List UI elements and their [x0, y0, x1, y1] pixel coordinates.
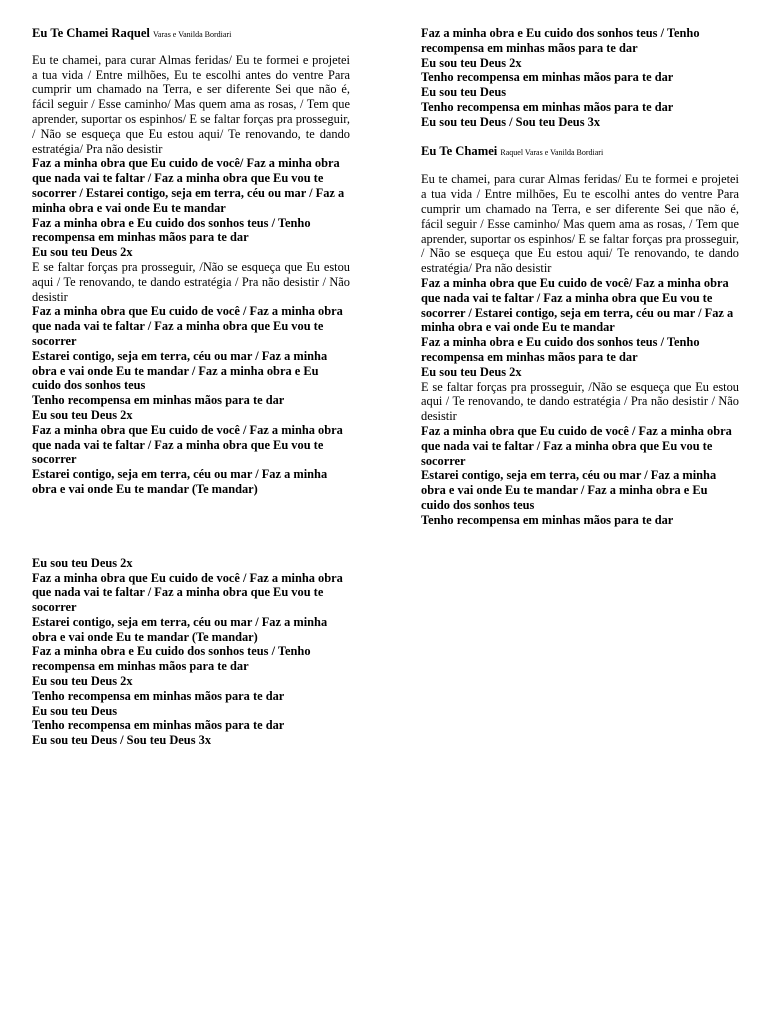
refrain-line: Eu sou teu Deus 2x: [32, 674, 133, 689]
song-title: Eu Te Chamei: [421, 143, 498, 158]
refrain-line: Eu sou teu Deus: [421, 85, 507, 100]
chorus-paragraph: Estarei contigo, seja em terra, céu ou mar / Faz a minha obra e vai onde Eu te mandar / Faz a minha obra e Eu cuido dos sonhos teus: [421, 468, 717, 512]
chorus-paragraph: Faz a minha obra e Eu cuido dos sonhos teus / Tenho recompensa em minhas mãos para te dar: [421, 26, 700, 55]
chorus-paragraph: Faz a minha obra que Eu cuido de você / Faz a minha obra que nada vai te faltar / Faz a minha obra que Eu vou te socorrer: [32, 570, 343, 615]
song-title-line: [32, 26, 350, 43]
chorus-paragraph: Faz a minha obra e Eu cuido dos sonhos teus / Tenho recompensa em minhas mãos para te dar: [32, 215, 311, 245]
verse-paragraph: E se faltar forças pra prosseguir, /Não se esqueça que Eu estou aqui / Te renovando, te dando estratégia / Pra não desistir / Não desistir: [32, 259, 350, 304]
chorus-paragraph: Faz a minha obra que Eu cuido de você/ Faz a minha obra que nada vai te faltar / Faz a minha obra que Eu vou te socorrer / Estarei contigo, seja em terra, céu ou mar / Faz a minha obra e vai onde Eu te mandar: [32, 156, 345, 215]
song-credit: Raquel Varas e Vanilda Bordiari: [500, 147, 604, 157]
refrain-line: Eu sou teu Deus 2x: [421, 364, 522, 379]
chorus-paragraph: Tenho recompensa em minhas mãos para te dar: [421, 512, 674, 527]
refrain-line: Eu sou teu Deus / Sou teu Deus 3x: [421, 114, 601, 129]
refrain-line: Eu sou teu Deus: [32, 703, 118, 718]
refrain-line: Eu sou teu Deus 2x: [421, 55, 522, 70]
song-title: Eu Te Chamei Raquel: [32, 26, 150, 40]
chorus-paragraph: Faz a minha obra que Eu cuido de você / Faz a minha obra que nada vai te faltar / Faz a minha obra que Eu vou te socorrer: [32, 304, 343, 348]
chorus-paragraph: Faz a minha obra que Eu cuido de você/ Faz a minha obra que nada vai te faltar / Faz a minha obra que Eu vou te socorrer / Estarei contigo, seja em terra, céu ou mar / Faz a minha obra e vai onde Eu te mandar: [421, 275, 734, 335]
chorus-paragraph: Estarei contigo, seja em terra, céu ou mar / Faz a minha obra e vai onde Eu te mandar (Te mandar): [32, 467, 328, 496]
chorus-paragraph: Estarei contigo, seja em terra, céu ou mar / Faz a minha obra e vai onde Eu te mandar (Te mandar): [32, 614, 328, 644]
right-column: [421, 26, 739, 528]
chorus-paragraph: Tenho recompensa em minhas mãos para te dar: [32, 393, 285, 408]
refrain-line: Eu sou teu Deus 2x: [32, 245, 133, 260]
chorus-paragraph: Faz a minha obra e Eu cuido dos sonhos teus / Tenho recompensa em minhas mãos para te dar: [421, 335, 700, 364]
chorus-paragraph: Faz a minha obra e Eu cuido dos sonhos teus / Tenho recompensa em minhas mãos para te dar: [32, 644, 311, 674]
left-column: [32, 26, 350, 748]
chorus-paragraph: Faz a minha obra que Eu cuido de você / Faz a minha obra que nada vai te faltar / Faz a minha obra que Eu vou te socorrer: [32, 422, 343, 467]
song-title-line: [421, 144, 739, 161]
chorus-paragraph: Estarei contigo, seja em terra, céu ou mar / Faz a minha obra e vai onde Eu te mandar / Faz a minha obra e Eu cuido dos sonhos teus: [32, 348, 328, 393]
refrain-line: Eu sou teu Deus / Sou teu Deus 3x: [32, 733, 212, 748]
song-credit: Varas e Vanilda Bordiari: [153, 30, 232, 39]
chorus-paragraph: Faz a minha obra que Eu cuido de você / Faz a minha obra que nada vai te faltar / Faz a minha obra que Eu vou te socorrer: [421, 423, 732, 468]
chorus-paragraph: Tenho recompensa em minhas mãos para te dar: [32, 688, 285, 703]
refrain-line: Eu sou teu Deus 2x: [32, 555, 133, 570]
verse-paragraph: Eu te chamei, para curar Almas feridas/ Eu te formei e projetei a tua vida / Entre milhões, Eu te escolhi antes do ventre Para cumprir um chamado na Terra, e ser diferente Sei que não é, fácil seguir / Esse caminho/ Mas quem ama as rosas, / Tem que aprender, suportar os espinhos/ E se faltar forças pra prosseguir, / Não se esqueça que Eu estou aqui/ Te renovando, te dando estratégia/ Pra não desistir: [32, 52, 350, 156]
refrain-line: Eu sou teu Deus 2x: [32, 407, 133, 422]
verse-paragraph: E se faltar forças pra prosseguir, /Não se esqueça que Eu estou aqui / Te renovando, te dando estratégia / Pra não desistir / Não desistir: [421, 379, 739, 424]
chorus-paragraph: Tenho recompensa em minhas mãos para te dar: [32, 718, 285, 733]
chorus-paragraph: Tenho recompensa em minhas mãos para te dar: [421, 70, 674, 85]
chorus-paragraph: Tenho recompensa em minhas mãos para te dar: [421, 99, 674, 114]
verse-paragraph: Eu te chamei, para curar Almas feridas/ Eu te formei e projetei a tua vida / Entre milhões, Eu te escolhi antes do ventre Para cumprir um chamado na Terra, e ser diferente Sei que não é, fácil seguir / Esse caminho/ Mas quem ama as rosas, / Tem que aprender, suportar os espinhos/ E se faltar forças pra prosseguir, / Não se esqueça que Eu estou aqui/ Te renovando, te dando estratégia/ Pra não desistir: [421, 172, 739, 276]
